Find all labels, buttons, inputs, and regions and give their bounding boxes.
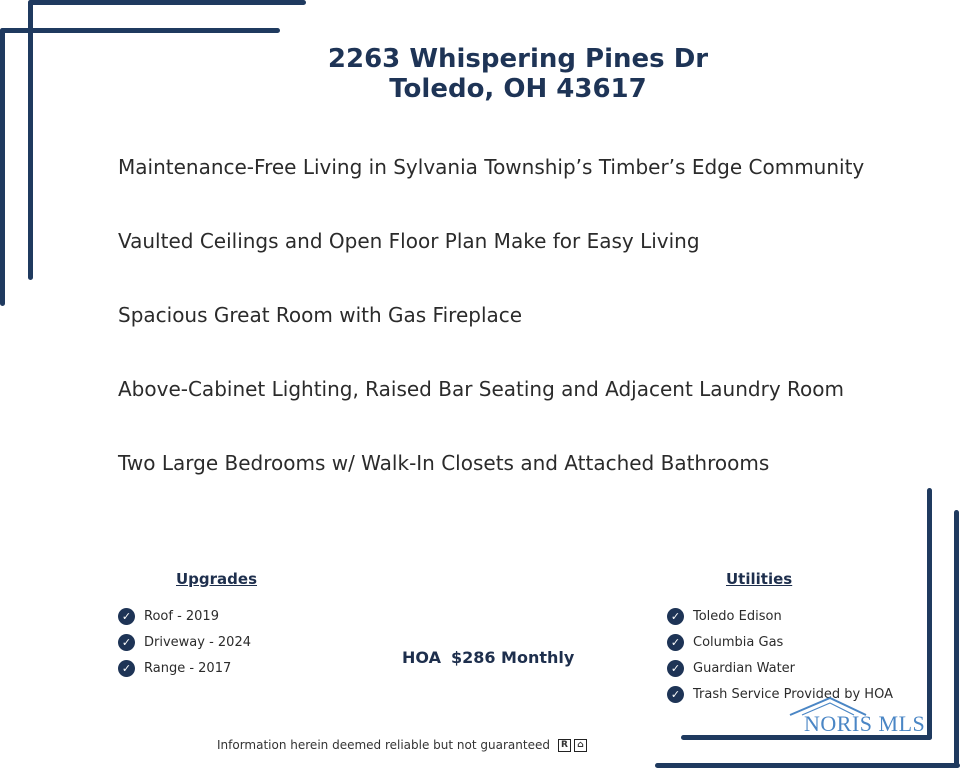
feature-item: Two Large Bedrooms w/ Walk-In Closets and Attached Bathrooms <box>118 451 770 475</box>
check-circle-icon: ✓ <box>118 634 135 651</box>
feature-item: Above-Cabinet Lighting, Raised Bar Seating and Adjacent Laundry Room <box>118 377 844 401</box>
address-line-1: 2263 Whispering Pines Dr <box>327 44 709 74</box>
hoa-fee <box>402 648 574 667</box>
frame-top-line-outer <box>28 0 306 5</box>
check-circle-icon: ✓ <box>667 608 684 625</box>
frame-bottom-line-outer <box>655 763 960 768</box>
list-item <box>667 603 893 629</box>
utilities-heading: Utilities <box>726 570 793 588</box>
utility-label: Columbia Gas <box>693 634 784 650</box>
upgrade-label: Roof - 2019 <box>144 608 219 624</box>
utilities-list <box>667 603 893 707</box>
list-item <box>118 629 251 655</box>
utility-label: Guardian Water <box>693 660 796 676</box>
frame-top-line-inner <box>0 28 280 33</box>
disclaimer <box>217 738 587 752</box>
list-item <box>667 655 893 681</box>
upgrade-label: Driveway - 2024 <box>144 634 251 650</box>
hoa-label: HOA <box>402 648 441 667</box>
address-line-2: Toledo, OH 43617 <box>389 74 647 104</box>
frame-right-line-outer <box>954 510 959 768</box>
upgrades-list <box>118 603 251 681</box>
check-circle-icon: ✓ <box>667 686 684 703</box>
check-circle-icon: ✓ <box>118 660 135 677</box>
check-circle-icon: ✓ <box>118 608 135 625</box>
frame-left-line-outer <box>28 0 33 280</box>
list-item <box>667 629 893 655</box>
feature-list <box>118 150 918 520</box>
upgrade-label: Range - 2017 <box>144 660 232 676</box>
check-circle-icon: ✓ <box>667 660 684 677</box>
feature-item: Spacious Great Room with Gas Fireplace <box>118 303 523 327</box>
upgrades-heading: Upgrades <box>176 570 258 588</box>
disclaimer-text: Information herein deemed reliable but not guaranteed <box>217 738 550 752</box>
logo-text: NORIS MLS <box>804 711 926 736</box>
utility-label: Toledo Edison <box>693 608 782 624</box>
feature-item: Maintenance-Free Living in Sylvania Township’s Timber’s Edge Community <box>118 155 865 179</box>
realtor-icon: R <box>558 739 571 752</box>
list-item <box>118 655 251 681</box>
housing-icons <box>558 739 587 752</box>
hoa-amount: $286 Monthly <box>450 648 575 667</box>
utility-label: Trash Service Provided by HOA <box>693 686 893 702</box>
page-title <box>0 44 960 104</box>
feature-item: Vaulted Ceilings and Open Floor Plan Make for Easy Living <box>118 229 700 253</box>
equal-housing-icon: ⌂ <box>574 739 587 752</box>
list-item <box>118 603 251 629</box>
check-circle-icon: ✓ <box>667 634 684 651</box>
noris-mls-logo <box>788 695 948 745</box>
